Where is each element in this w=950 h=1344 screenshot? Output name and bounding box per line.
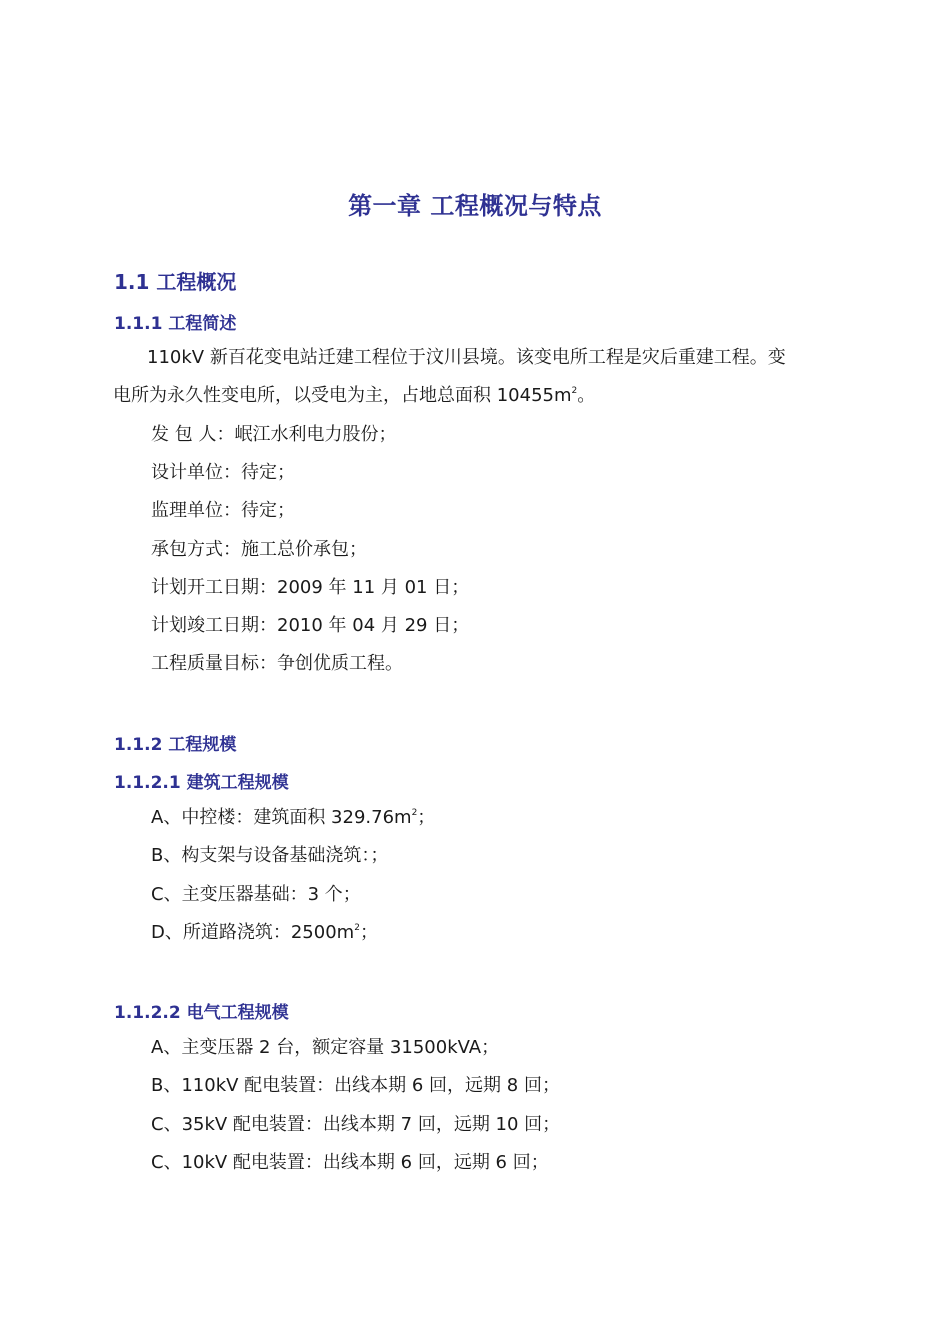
overview-paragraph-line-1: 110kV 新百花变电站迁建工程位于汶川县境。该变电所工程是灾后重建工程。变	[147, 347, 786, 368]
electrical-item-b: B、110kV 配电装置：出线本期 6 回，远期 8 回；	[151, 1075, 560, 1096]
chapter-title: 第一章 工程概况与特点	[348, 192, 602, 220]
electrical-item-a: A、主变压器 2 台，额定容量 31500kVA；	[151, 1037, 500, 1058]
electrical-item-c-10kv: C、10kV 配电装置：出线本期 6 回，远期 6 回；	[151, 1152, 549, 1173]
control-building-text: A、中控楼：建筑面积 329.76m	[151, 807, 412, 828]
list-item-supervision-unit: 监理单位：待定；	[151, 500, 295, 521]
item-end: ；	[359, 922, 378, 943]
section-heading-1-1-1: 1.1.1 工程简述	[114, 314, 237, 334]
electrical-item-c-35kv: C、35kV 配电装置：出线本期 7 回，远期 10 回；	[151, 1114, 561, 1135]
superscript: 2	[411, 808, 418, 818]
superscript: 2	[354, 923, 360, 933]
list-item-quality-goal: 工程质量目标：争创优质工程。	[151, 653, 403, 674]
list-item-contractor: 发 包 人：岷江水利电力股份；	[151, 424, 397, 445]
item-end: ；	[417, 807, 436, 828]
list-item-design-unit: 设计单位：待定；	[151, 462, 295, 483]
building-item-a	[151, 806, 435, 830]
list-item-finish-date: 计划竣工日期：2010 年 04 月 29 日；	[151, 615, 470, 636]
section-heading-1-1-2: 1.1.2 工程规模	[114, 735, 237, 755]
paragraph-end: 。	[577, 385, 596, 406]
list-item-start-date: 计划开工日期：2009 年 11 月 01 日；	[151, 577, 470, 598]
building-item-d	[151, 921, 378, 945]
section-heading-1-1-2-2: 1.1.2.2 电气工程规模	[114, 1003, 289, 1023]
overview-paragraph-line-2	[113, 384, 595, 408]
road-text: D、所道路浇筑：2500m	[151, 922, 355, 943]
section-heading-1-1-2-1: 1.1.2.1 建筑工程规模	[114, 773, 289, 793]
building-item-b: B、构支架与设备基础浇筑：；	[151, 845, 389, 866]
site-area-text: 电所为永久性变电所，以受电为主，占地总面积 10455m	[113, 385, 572, 406]
list-item-contract-type: 承包方式：施工总价承包；	[151, 539, 367, 560]
section-heading-1-1: 1.1 工程概况	[114, 270, 237, 294]
building-item-c: C、主变压器基础：3 个；	[151, 884, 361, 905]
superscript: 2	[571, 386, 578, 396]
